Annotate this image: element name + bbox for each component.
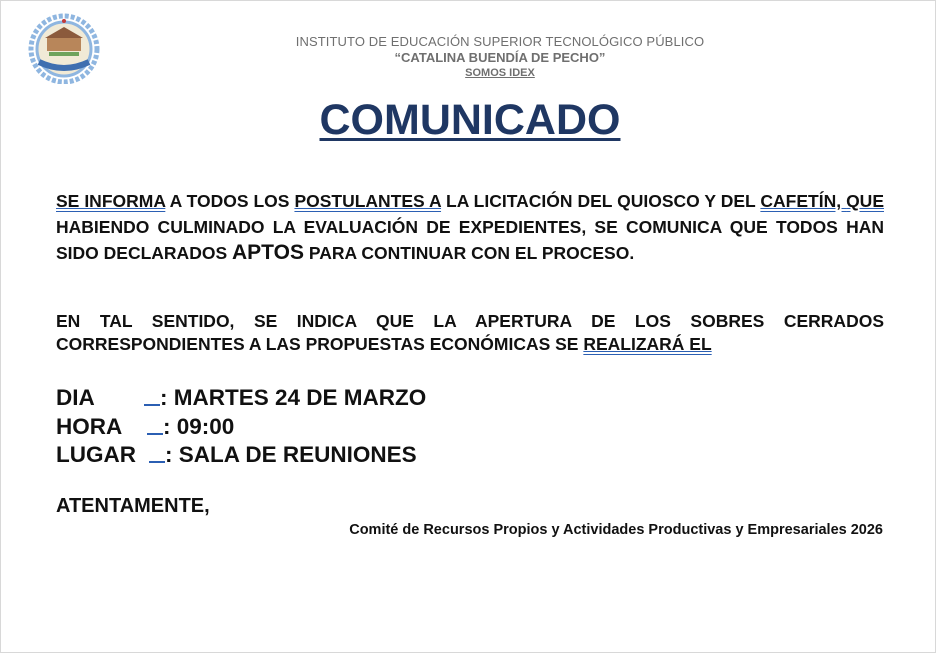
signature-committee: Comité de Recursos Propios y Actividades Productivas y Empresariales 2026 bbox=[349, 522, 883, 538]
detail-value-day: : MARTES 24 DE MARZO bbox=[160, 385, 427, 410]
detail-gap bbox=[149, 441, 165, 463]
detail-row-place bbox=[56, 441, 426, 470]
p1-w9: PARA CONTINUAR CON EL PROCESO. bbox=[303, 243, 635, 263]
detail-gap bbox=[147, 413, 163, 435]
p2-w2: REALIZARÁ EL bbox=[583, 334, 712, 354]
detail-gap bbox=[144, 384, 160, 406]
p1-w5: CAFETÍN, bbox=[760, 191, 847, 211]
title-text: COMUNICADO bbox=[319, 96, 621, 144]
detail-label-time: HORA bbox=[56, 413, 123, 439]
document-title bbox=[201, 96, 739, 145]
detail-label-day: DIA bbox=[56, 385, 95, 410]
p1-w3: POSTULANTES A bbox=[294, 191, 442, 211]
p1-w4: LA LICITACIÓN DEL QUIOSCO Y DEL bbox=[441, 191, 761, 211]
paragraph-2 bbox=[56, 310, 884, 356]
detail-label-place: LUGAR bbox=[56, 442, 136, 467]
institution-logo bbox=[23, 12, 105, 84]
detail-value-place: : SALA DE REUNIONES bbox=[165, 442, 417, 467]
p1-aptos: APTOS bbox=[231, 241, 304, 264]
detail-row-day bbox=[56, 384, 426, 413]
institution-title: “CATALINA BUENDÍA DE PECHO” bbox=[394, 50, 606, 65]
closing-text: ATENTAMENTE, bbox=[56, 495, 210, 517]
detail-value-time: : 09:00 bbox=[163, 413, 235, 439]
p2-w1: EN TAL SENTIDO, SE INDICA QUE LA APERTURA DE LOS SOBRES CERRADOS CORRESPONDIENTES A LAS PROPUESTAS ECONÓMICAS SE bbox=[56, 311, 884, 354]
institution-name: INSTITUTO DE EDUCACIÓN SUPERIOR TECNOLÓGICO PÚBLICO bbox=[295, 34, 705, 49]
event-details bbox=[56, 384, 426, 470]
detail-row-time bbox=[56, 413, 426, 442]
p1-w1: SE INFORMA bbox=[56, 191, 166, 211]
p1-w7: HABIENDO CULMINADO LA EVALUACIÓN DE EXPEDIENTES, SE COMUNICA QUE TODOS HAN SIDO DECLARADOS bbox=[56, 217, 884, 263]
letterhead bbox=[251, 34, 749, 80]
institution-motto: SOMOS IDEX bbox=[465, 67, 535, 79]
paragraph-1 bbox=[56, 188, 884, 266]
p1-w2: A TODOS LOS bbox=[165, 191, 295, 211]
p1-w6: QUE bbox=[846, 191, 884, 211]
